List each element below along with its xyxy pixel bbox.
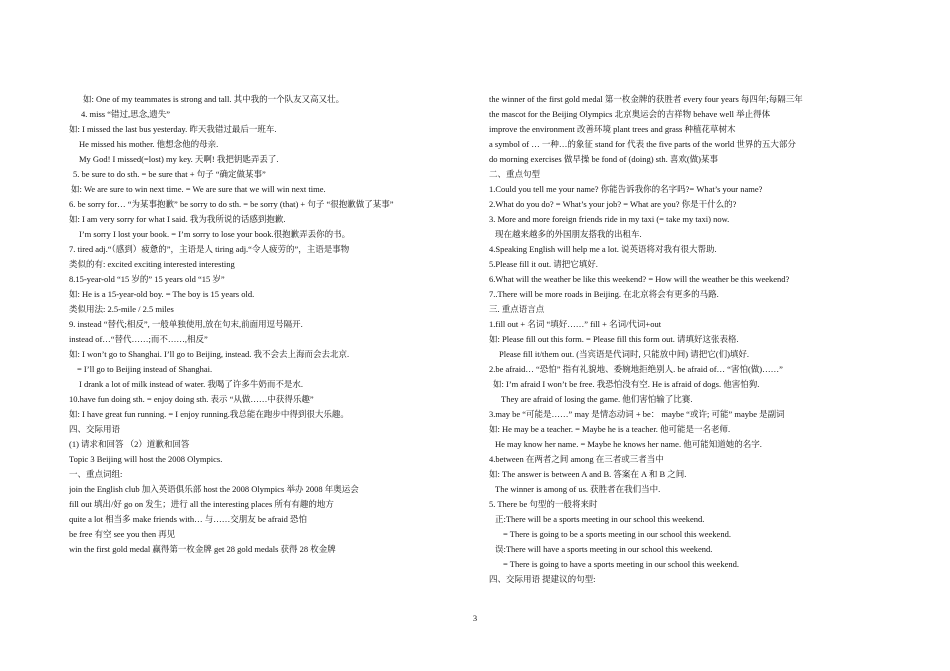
text-line: 一、重点词组: — [69, 469, 123, 479]
text-line: fill out 填出/好 go on 发生；进行 all the interesting places 所有有趣的地方 — [69, 499, 334, 509]
text-line: He may know her name. = Maybe he knows her name. 他可能知道她的名字. — [495, 439, 762, 449]
text-line: 如: I missed the last bus yesterday. 昨天我错过最后一班车. — [69, 124, 277, 134]
text-line: 如: He is a 15-year-old boy. = The boy is 15 years old. — [69, 289, 255, 299]
text-line: 如: I am very sorry for what I said. 我为我所说的话感到抱歉. — [69, 214, 286, 224]
text-line: 1.Could you tell me your name? 你能告诉我你的名字吗?= What’s your name? — [489, 184, 763, 194]
text-line: 如: Please fill out this form. = Please fill this form out. 请填好这张表格. — [489, 334, 739, 344]
text-line: 4.Speaking English will help me a lot. 说英语将对我有很大帮助. — [489, 244, 717, 254]
text-line: 4.between 在两者之间 among 在三者或三者当中 — [489, 454, 664, 464]
text-line: 如: I won’t go to Shanghai. I’ll go to Beijing, instead. 我不会去上海而会去北京. — [69, 349, 350, 359]
right-column — [489, 92, 894, 587]
text-line: 6. be sorry for… “为某事抱歉” be sorry to do sth. = be sorry (that) + 句子 “很抱歉做了某事” — [69, 199, 394, 209]
text-line: 类似用法: 2.5-mile / 2.5 miles — [69, 304, 174, 314]
text-line: 如: One of my teammates is strong and tall. 其中我的一个队友又高又壮。 — [83, 94, 345, 104]
text-line: = I’ll go to Beijing instead of Shanghai. — [77, 364, 213, 374]
text-line: 8.15-year-old “15 岁的” 15 years old “15 岁” — [69, 274, 225, 284]
text-line: 3.may be “可能是……” may 是情态动词 + be： maybe “或许; 可能” maybe 是副词 — [489, 409, 785, 419]
text-line: 四、交际用语 — [69, 424, 121, 434]
text-line: Please fill it/them out. (当宾语是代词时, 只能放中间) 请把它(们)填好. — [499, 349, 750, 359]
text-line: 如: We are sure to win next time. = We are sure that we will win next time. — [71, 184, 326, 194]
text-line: join the English club 加入英语俱乐部 host the 2008 Olympics 举办 2008 年奥运会 — [69, 484, 359, 494]
text-line: He missed his mother. 他想念他的母亲. — [79, 139, 219, 149]
text-line: 6.What will the weather be like this weekend? = How will the weather be this weekend? — [489, 274, 790, 284]
text-line: quite a lot 相当多 make friends with… 与……交朋友 be afraid 恐怕 — [69, 514, 307, 524]
text-line: 类似的有: excited exciting interested interesting — [69, 259, 235, 269]
text-line: They are afraid of losing the game. 他们害怕输了比赛. — [501, 394, 693, 404]
text-line: the winner of the first gold medal 第一枚金牌的获胜者 every four years 每四年;每隔三年 — [489, 94, 803, 104]
text-line: win the first gold medal 赢得第一枚金牌 get 28 gold medals 获得 28 枚金牌 — [69, 544, 336, 554]
text-line: 5.Please fill it out. 请把它填好. — [489, 259, 598, 269]
text-line: 如: I’m afraid I won’t be free. 我恐怕没有空. He is afraid of dogs. 他害怕狗. — [493, 379, 760, 389]
text-line: be free 有空 see you then 再见 — [69, 529, 176, 539]
text-line: 如: I have great fun running. = I enjoy running.我总能在跑步中得到很大乐趣。 — [69, 409, 349, 419]
text-line: I drank a lot of milk instead of water. 我喝了许多牛奶而不是水. — [79, 379, 304, 389]
text-line: 四、交际用语 提建议的句型: — [489, 574, 596, 584]
text-line: a symbol of … 一种…的象征 stand for 代表 the five parts of the world 世界的五大部分 — [489, 139, 796, 149]
text-line: 7. tired adj.“（感到）疲惫的”，主语是人 tiring adj.“令人疲劳的”，主语是事物 — [69, 244, 350, 254]
text-line: The winner is among of us. 获胜者在我们当中. — [495, 484, 661, 494]
text-line: 5. There be 句型的一般将来时 — [489, 499, 598, 509]
left-column — [69, 92, 474, 557]
text-line: I’m sorry I lost your book. = I’m sorry to lose your book.很抱歉弄丢你的书。 — [79, 229, 351, 239]
text-line: do morning exercises 做早操 be fond of (doing) sth. 喜欢(做)某事 — [489, 154, 718, 164]
text-line: 现在越来越多的外国朋友搭我的出租车. — [495, 229, 642, 239]
text-line: 9. instead “替代;相反”, 一般单独使用,放在句末,前面用逗号隔开. — [69, 319, 303, 329]
text-line: 二、重点句型 — [489, 169, 541, 179]
page-number: 3 — [472, 613, 478, 623]
text-line: 4. miss “错过,思念,遗失” — [81, 109, 171, 119]
text-line: 正:There will be a sports meeting in our school this weekend. — [495, 514, 705, 524]
text-line: 3. More and more foreign friends ride in my taxi (= take my taxi) now. — [489, 214, 730, 224]
text-line: the mascot for the Beijing Olympics 北京奥运会的吉祥物 behave well 举止得体 — [489, 109, 771, 119]
text-line: Topic 3 Beijing will host the 2008 Olympics. — [69, 454, 223, 464]
text-line: 2.What do you do? = What’s your job? = What are you? 你是干什么的? — [489, 199, 737, 209]
text-line: 三. 重点语言点 — [489, 304, 545, 314]
text-line: 如: He may be a teacher. = Maybe he is a teacher. 他可能是一名老师. — [489, 424, 731, 434]
text-line: = There is going to be a sports meeting in our school this weekend. — [503, 529, 731, 539]
text-line: (1) 请求和回答 （2）道歉和回答 — [69, 439, 190, 449]
text-line: instead of…“替代……;而不……,相反” — [69, 334, 208, 344]
text-line: = There is going to have a sports meeting in our school this weekend. — [503, 559, 739, 569]
text-line: 7..There will be more roads in Beijing. 在北京将会有更多的马路. — [489, 289, 719, 299]
text-line: My God! I missed(=lost) my key. 天啊! 我把钥匙弄丢了. — [79, 154, 279, 164]
text-line: 10.have fun doing sth. = enjoy doing sth. 表示 “从做……中获得乐趣” — [69, 394, 314, 404]
text-line: 5. be sure to do sth. = be sure that + 句子 “确定做某事” — [73, 169, 266, 179]
text-line: 1.fill out + 名词 “填好……” fill + 名词/代词+out — [489, 319, 662, 329]
text-line: 2.be afraid… “恐怕” 指有礼貌地、委婉地拒绝别人. be afraid of… “害怕(做)……” — [489, 364, 783, 374]
text-line: improve the environment 改善环境 plant trees and grass 种植花草树木 — [489, 124, 736, 134]
text-line: 误:There will have a sports meeting in our school this weekend. — [495, 544, 713, 554]
text-line: 如: The answer is between A and B. 答案在 A 和 B 之间. — [489, 469, 687, 479]
